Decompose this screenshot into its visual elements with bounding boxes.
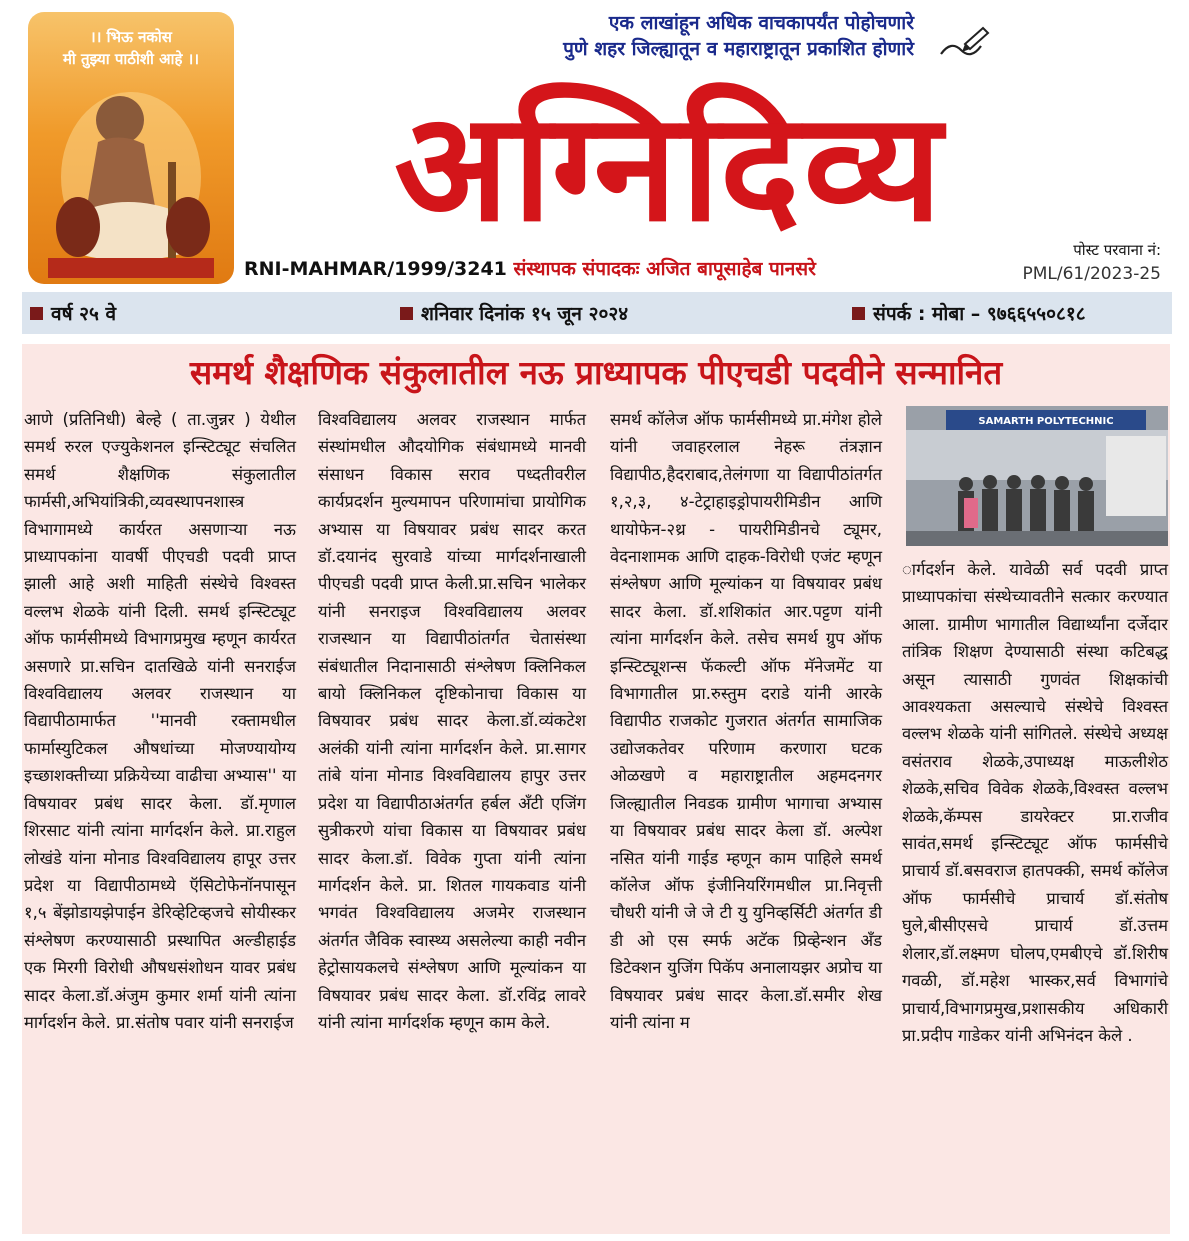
column-4-text: ार्गदर्शन केले. यावेळी सर्व पदवी प्राप्त प्राध्यापकांचा संस्थेच्यावतीने सत्कार करण्यात आला. ग्रामीण भागातील विद्यार्थ्यांना दर्जेदार तांत्रिक शिक्षण देण्यासाठी संस्था कटिबद्ध असून त्यासाठी गुणवंत शिक्षकांची आवश्यकता असल्याचे संस्थेचे विश्वस्त वल्लभ शेळके यांनी सांगितले. संस्थेचे अध्यक्ष वसंतराव शेळके,उपाध्यक्ष माऊलीशेठ शेळके,सचिव विवेक शेळके,विश्वस्त वल्लभ शेळके,कॅम्पस डायरेक्टर प्रा.राजीव सावंत,समर्थ इन्स्टिट्यूट ऑफ फार्मसीचे प्राचार्य डॉ.बसवराज हातपक्की, समर्थ कॉलेज ऑफ फार्मसीचे प्राचार्य डॉ.संतोष घुले,बीसीएसचे प्राचार्य डॉ.उत्तम शेलार,डॉ.लक्ष्मण घोलप,एमबीएचे डॉ.शिरीष गवळी, डॉ.महेश भास्कर,सर्व विभागांचे प्राचार्य,विभागप्रमुख,प्रशासकीय अधिकारी प्रा.प्रदीप गाडेकर यांनी अभिनंदन केले . xyxy=(902,560,1168,1045)
date-text: शनिवार दिनांक १५ जून २०२४ xyxy=(421,303,629,325)
article-column-1 xyxy=(24,406,296,1036)
tagline-line1: एक लाखांहून अधिक वाचकापर्यंत पोहोचणारे xyxy=(608,12,914,34)
article-column-4 xyxy=(902,556,1168,1049)
founder-name: अजित बापूसाहेब पानसरे xyxy=(646,258,816,280)
column-3-text: समर्थ कॉलेज ऑफ फार्मसीमध्ये प्रा.मंगेश होले यांनी जवाहरलाल नेहरू तंत्रज्ञान विद्यापीठ,हैदराबाद,तेलंगणा या विद्यापीठांतर्गत १,२,३, ४-टेट्राहाइड्रोपायरीमिडीन आणि थायोफेन-२थ्र - पायरीमिडीनचे ट्यूमर, वेदनाशामक आणि दाहक-विरोधी एजंट म्हणून संश्लेषण आणि मूल्यांकन या विषयावर प्रबंध सादर केला. डॉ.शशिकांत आर.पट्टण यांनी त्यांना मार्गदर्शन केले. तसेच समर्थ ग्रुप ऑफ इन्स्टिट्यूशन्स फॅकल्टी ऑफ मॅनेजमेंट या विभागातील प्रा.रुस्तुम दराडे यांनी आरके विद्यापीठ राजकोट गुजरात अंतर्गत सामाजिक उद्योजकतेवर परिणाम करणारा घटक ओळखणे व महाराष्ट्रातील अहमदनगर जिल्ह्यातील निवडक ग्रामीण भागाचा अभ्यास या विषयावर प्रबंध सादर केला डॉ. अल्पेश नसित यांनी गाईड म्हणून काम पाहिले समर्थ कॉलेज ऑफ इंजीनियरिंगमधील प्रा.निवृत्ती चौधरी यांनी जे जे टी यु युनिव्हर्सिटी अंतर्गत डी डी ओ एस स्मर्फ अटॅक प्रिव्हेन्शन अँड डिटेक्शन युजिंग पिकॅप अनालायझर अप्रोच या विषयावर प्रबंध सादर केला.डॉ.समीर शेख यांनी त्यांना म xyxy=(610,410,882,1032)
column-2-text: विश्वविद्यालय अलवर राजस्थान मार्फत संस्थांमधील औदयोगिक संबंधामध्ये मानवी संसाधन विकास सराव पध्दतीवरील कार्यप्रदर्शन मुल्यमापन परिणामांचा प्रायोगिक अभ्यास या विषयावर प्रबंध सादर करत डॉ.दयानंद सुरवाडे यांच्या मार्गदर्शनाखाली पीएचडी पदवी प्राप्त केली.प्रा.सचिन भालेकर यांनी सनराइज विश्वविद्यालय अलवर राजस्थान या विद्यापीठांतर्गत चेतासंस्था संबंधातील निदानासाठी संश्लेषण क्लिनिकल बायो क्लिनिकल दृष्टिकोनाचा विकास या विषयावर प्रबंध सादर केला.डॉ.व्यंकटेश अलंकी यांनी त्यांना मार्गदर्शन केले. प्रा.सागर तांबे यांना मोनाड विश्वविद्यालय हापुर उत्तर प्रदेश या विद्यापीठाअंतर्गत हर्बल अँटी एजिंग सुत्रीकरणे यांचा विकास या विषयावर प्रबंध सादर केला.डॉ. विवेक गुप्ता यांनी त्यांना मार्गदर्शन केले. प्रा. शितल गायकवाड यांनी भगवंत विश्वविद्यालय अजमेर राजस्थान अंतर्गत जैविक स्वास्थ्य असलेल्या काही नवीन हेट्रोसायकलचे संश्लेषण आणि मूल्यांकन या विषयावर प्रबंध सादर केला. डॉ.रविंद्र लावरे यांनी त्यांना मार्गदर्शक म्हणून काम केले. xyxy=(318,410,586,1032)
rni-line xyxy=(244,255,816,281)
square-bullet-icon xyxy=(852,307,865,320)
square-bullet-icon xyxy=(30,307,43,320)
article-column-3 xyxy=(610,406,882,1036)
group-photo xyxy=(906,406,1168,546)
article-headline: समर्थ शैक्षणिक संकुलातील नऊ प्राध्यापक पीएचडी पदवीने सन्मानित xyxy=(189,353,1003,392)
tagline xyxy=(563,10,914,62)
pen-writing-icon xyxy=(935,22,991,62)
column-1-text: आणे (प्रतिनिधी) बेल्हे ( ता.जुन्नर ) येथील समर्थ रुरल एज्युकेशनल इन्स्टिट्यूट संचलित समर्थ शैक्षणिक संकुलातील फार्मसी,अभियांत्रिकी,व्यवस्थापनशास्त्र विभागामध्ये कार्यरत असणाऱ्या नऊ प्राध्यापकांना यावर्षी पीएचडी पदवी प्राप्त झाली आहे अशी माहिती संस्थेचे विश्वस्त वल्लभ शेळके यांनी दिली. समर्थ इन्स्टिट्यूट ऑफ फार्मसीमध्ये विभागप्रमुख म्हणून कार्यरत असणारे प्रा.सचिन दातखिळे यांनी सनराईज विश्वविद्यालय अलवर राजस्थान या विद्यापीठामार्फत ''मानवी रक्तामधील फार्मास्युटिकल औषधांच्या मोजण्यायोग्य इच्छाशक्तीच्या प्रक्रियेच्या वाढीचा अभ्यास'' या विषयावर प्रबंध सादर केला. डॉ.मृणाल शिरसाट यांनी त्यांना मार्गदर्शन केले. प्रा.राहुल लोखंडे यांना मोनाड विश्वविद्यालय हापूर उत्तर प्रदेश या विद्यापीठामध्ये ऍसिटोफेनॉनपासून १,५ बेंझोडायझेपाईन डेरिव्हेटिव्हजचे सोयीस्कर संश्लेषण करण्यासाठी प्रस्थापित अल्डीहाईड एक मिरगी विरोधी औषधसंशोधन यावर प्रबंध सादर केला.डॉ.अंजुम कुमार शर्मा यांनी त्यांना मार्गदर्शन केले. प्रा.संतोष पवार यांनी सनराईज xyxy=(24,410,296,1032)
tagline-line2: पुणे शहर जिल्ह्यातून व महाराष्ट्रातून प्रकाशित होणारे xyxy=(563,38,914,60)
date-info xyxy=(400,300,628,326)
post-number: PML/61/2023-25 xyxy=(1022,264,1161,284)
saint-caption-line1: ।। भिऊ नकोस xyxy=(90,28,172,46)
info-bar xyxy=(22,292,1172,334)
postal-license xyxy=(1022,238,1161,286)
year-text: वर्ष २५ वे xyxy=(51,303,117,325)
founder-label: संस्थापक संपादकः xyxy=(513,258,640,280)
saint-portrait xyxy=(28,12,234,284)
photo-sign-text: SAMARTH POLYTECHNIC xyxy=(978,416,1114,427)
group-photo-image xyxy=(906,406,1168,546)
post-label: पोस्ट परवाना नं: xyxy=(1073,241,1161,259)
contact-info xyxy=(852,300,1086,326)
saint-caption-line2: मी तुझ्या पाठीशी आहे ।। xyxy=(62,50,200,68)
square-bullet-icon xyxy=(400,307,413,320)
newspaper-title: अग्निदिव्य xyxy=(394,81,946,255)
rni-number: RNI-MAHMAR/1999/3241 xyxy=(244,258,507,280)
article xyxy=(22,344,1170,1234)
masthead xyxy=(0,0,1189,290)
article-column-2 xyxy=(318,406,586,1036)
contact-text: संपर्क : मोबा – ९७६६५५०८१८ xyxy=(873,303,1086,325)
year-info xyxy=(30,300,116,326)
